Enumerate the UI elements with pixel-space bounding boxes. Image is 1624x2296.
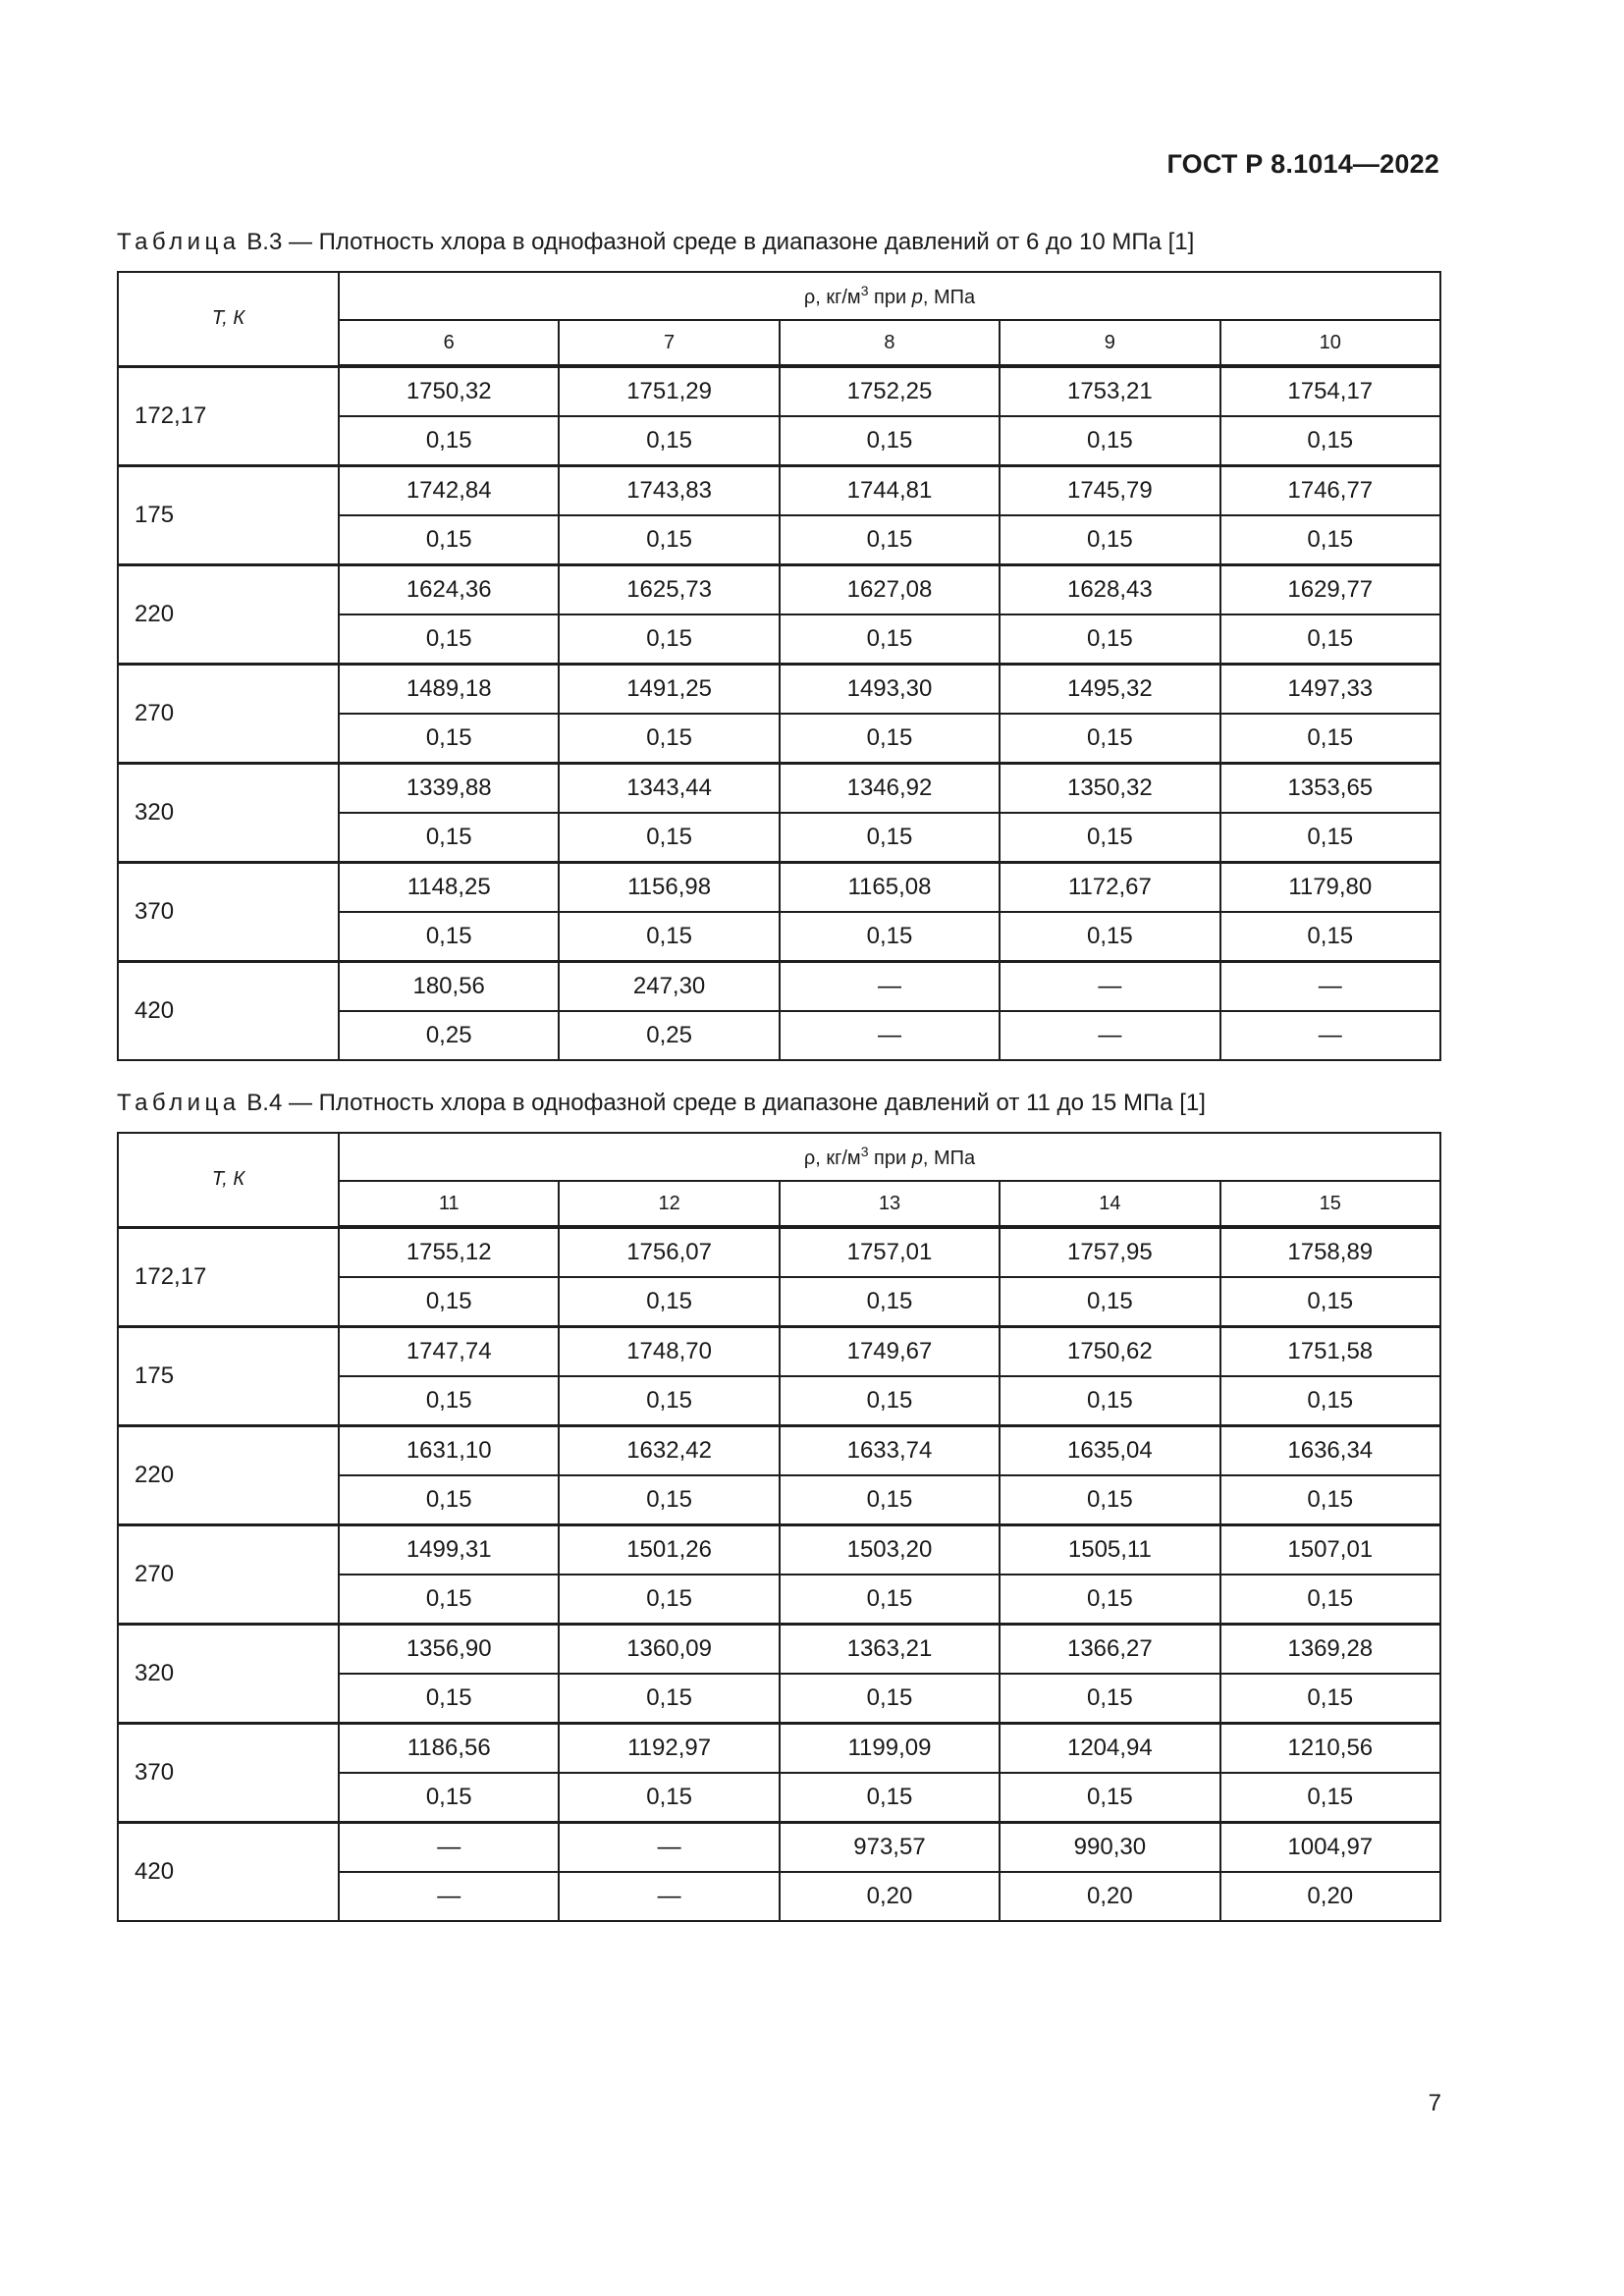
- density-cell: 1505,11: [1000, 1525, 1219, 1575]
- density-cell: 1493,30: [780, 665, 1000, 715]
- density-cell: 1758,89: [1220, 1227, 1440, 1277]
- uncertainty-cell: 0,15: [559, 1475, 779, 1525]
- density-cell: 1631,10: [339, 1426, 559, 1476]
- uncertainty-cell: 0,15: [559, 813, 779, 863]
- uncertainty-cell: 0,15: [1000, 1674, 1219, 1724]
- uncertainty-cell: 0,15: [1220, 1475, 1440, 1525]
- pressure-symbol: p: [911, 1148, 923, 1169]
- table-caption: [117, 229, 1194, 256]
- uncertainty-cell: 0,15: [1000, 614, 1219, 665]
- density-cell: 1636,34: [1220, 1426, 1440, 1476]
- uncertainty-cell: 0,15: [559, 714, 779, 764]
- density-cell: 1366,27: [1000, 1625, 1219, 1675]
- uncertainty-cell: 0,15: [1000, 1575, 1219, 1625]
- density-cell: 1752,25: [780, 366, 1000, 416]
- uncertainty-cell: 0,15: [559, 416, 779, 466]
- density-cell: 1353,65: [1220, 764, 1440, 814]
- pressure-header: 11: [339, 1181, 559, 1227]
- temperature-header: [118, 1133, 339, 1227]
- uncertainty-cell: —: [1000, 1011, 1219, 1060]
- uncertainty-cell: 0,15: [1220, 1674, 1440, 1724]
- uncertainty-cell: 0,15: [780, 714, 1000, 764]
- uncertainty-cell: 0,15: [339, 1575, 559, 1625]
- uncertainty-cell: 0,15: [1000, 912, 1219, 962]
- density-cell: 1756,07: [559, 1227, 779, 1277]
- uncertainty-cell: 0,15: [559, 912, 779, 962]
- table-row: [118, 466, 1440, 516]
- temperature-cell: 370: [118, 863, 339, 962]
- uncertainty-cell: 0,20: [1220, 1872, 1440, 1921]
- pressure-header: 10: [1220, 320, 1440, 366]
- uncertainty-cell: —: [1220, 1011, 1440, 1060]
- table-row: [118, 1327, 1440, 1377]
- uncertainty-cell: 0,15: [1220, 1277, 1440, 1327]
- pressure-header: 9: [1000, 320, 1219, 366]
- pressure-symbol: p: [911, 287, 923, 308]
- uncertainty-cell: 0,15: [559, 1674, 779, 1724]
- temperature-cell: 370: [118, 1724, 339, 1823]
- density-cell: 1749,67: [780, 1327, 1000, 1377]
- temperature-cell: 175: [118, 466, 339, 565]
- uncertainty-cell: 0,15: [339, 1475, 559, 1525]
- uncertainty-cell: 0,15: [780, 1773, 1000, 1823]
- density-cell: 1748,70: [559, 1327, 779, 1377]
- document-code: ГОСТ Р 8.1014—2022: [1166, 149, 1439, 179]
- table-caption-text: В.4 — Плотность хлора в однофазной среде в диапазоне давлений от 11 до 15 МПа [1]: [240, 1090, 1206, 1116]
- uncertainty-cell: 0,15: [559, 1575, 779, 1625]
- uncertainty-cell: 0,15: [780, 813, 1000, 863]
- density-cell: 247,30: [559, 962, 779, 1012]
- density-cell: 1757,95: [1000, 1227, 1219, 1277]
- density-cell: 1192,97: [559, 1724, 779, 1774]
- table-row: [118, 1525, 1440, 1575]
- temperature-cell: 172,17: [118, 1227, 339, 1327]
- density-cell: 1635,04: [1000, 1426, 1219, 1476]
- table-row: [118, 1227, 1440, 1277]
- pressure-header: 6: [339, 320, 559, 366]
- density-cell: 1744,81: [780, 466, 1000, 516]
- temperature-cell: 420: [118, 962, 339, 1061]
- pressure-header: 8: [780, 320, 1000, 366]
- density-cell: 1356,90: [339, 1625, 559, 1675]
- uncertainty-cell: 0,15: [339, 416, 559, 466]
- density-cell: 1629,77: [1220, 565, 1440, 615]
- table-label: Таблица: [117, 1090, 241, 1116]
- temperature-cell: 172,17: [118, 366, 339, 466]
- uncertainty-cell: 0,25: [339, 1011, 559, 1060]
- uncertainty-cell: 0,15: [780, 515, 1000, 565]
- uncertainty-cell: —: [559, 1872, 779, 1921]
- uncertainty-cell: 0,15: [339, 515, 559, 565]
- uncertainty-cell: 0,15: [1000, 515, 1219, 565]
- density-cell: 1497,33: [1220, 665, 1440, 715]
- table-row: [118, 366, 1440, 416]
- density-cell: 1633,74: [780, 1426, 1000, 1476]
- uncertainty-cell: 0,15: [339, 1376, 559, 1426]
- uncertainty-cell: 0,15: [1220, 1773, 1440, 1823]
- density-group-header: ρ, $кг/м^3$ при p, МПа: [339, 272, 1440, 320]
- uncertainty-cell: 0,25: [559, 1011, 779, 1060]
- table-row: [118, 1426, 1440, 1476]
- uncertainty-cell: 0,15: [780, 1376, 1000, 1426]
- pressure-header: 15: [1220, 1181, 1440, 1227]
- density-cell: 1625,73: [559, 565, 779, 615]
- uncertainty-cell: 0,15: [1220, 714, 1440, 764]
- density-cell: 1499,31: [339, 1525, 559, 1575]
- table-row: [118, 665, 1440, 715]
- density-cell: 180,56: [339, 962, 559, 1012]
- density-cell: 1503,20: [780, 1525, 1000, 1575]
- table-row: [118, 1625, 1440, 1675]
- density-cell: 1750,62: [1000, 1327, 1219, 1377]
- density-cell: 1507,01: [1220, 1525, 1440, 1575]
- density-cell: —: [780, 962, 1000, 1012]
- density-cell: 1165,08: [780, 863, 1000, 913]
- density-cell: 1495,32: [1000, 665, 1219, 715]
- density-cell: 1742,84: [339, 466, 559, 516]
- density-cell: 1757,01: [780, 1227, 1000, 1277]
- uncertainty-cell: 0,15: [780, 416, 1000, 466]
- density-cell: 1179,80: [1220, 863, 1440, 913]
- table-row: [118, 565, 1440, 615]
- density-cell: 1369,28: [1220, 1625, 1440, 1675]
- density-cell: —: [559, 1823, 779, 1873]
- density-cell: 1755,12: [339, 1227, 559, 1277]
- density-table-b3: [117, 271, 1441, 1061]
- table-row: [118, 1823, 1440, 1873]
- density-cell: —: [339, 1823, 559, 1873]
- table-caption: [117, 1090, 1206, 1117]
- density-cell: 1199,09: [780, 1724, 1000, 1774]
- uncertainty-cell: 0,15: [559, 1376, 779, 1426]
- uncertainty-cell: 0,15: [780, 1575, 1000, 1625]
- table-row: [118, 962, 1440, 1012]
- density-cell: 1754,17: [1220, 366, 1440, 416]
- density-cell: 1360,09: [559, 1625, 779, 1675]
- table-row: [118, 1724, 1440, 1774]
- density-cell: 1753,21: [1000, 366, 1219, 416]
- uncertainty-cell: 0,15: [559, 614, 779, 665]
- uncertainty-cell: 0,15: [1000, 1773, 1219, 1823]
- density-cell: 1148,25: [339, 863, 559, 913]
- pressure-header: 12: [559, 1181, 779, 1227]
- uncertainty-cell: 0,15: [1220, 416, 1440, 466]
- density-cell: 1186,56: [339, 1724, 559, 1774]
- density-cell: 1751,29: [559, 366, 779, 416]
- uncertainty-cell: 0,20: [1000, 1872, 1219, 1921]
- density-cell: 1491,25: [559, 665, 779, 715]
- uncertainty-cell: 0,15: [1220, 1575, 1440, 1625]
- temperature-cell: 220: [118, 565, 339, 665]
- uncertainty-cell: 0,15: [780, 1277, 1000, 1327]
- density-cell: 1746,77: [1220, 466, 1440, 516]
- page-number: 7: [1428, 2090, 1441, 2116]
- uncertainty-cell: 0,15: [339, 813, 559, 863]
- uncertainty-cell: 0,15: [1220, 1376, 1440, 1426]
- density-cell: 1346,92: [780, 764, 1000, 814]
- uncertainty-cell: 0,15: [339, 1277, 559, 1327]
- temperature-header-text: T, К: [211, 307, 245, 330]
- uncertainty-cell: 0,15: [339, 1773, 559, 1823]
- temperature-cell: 420: [118, 1823, 339, 1922]
- density-cell: 1750,32: [339, 366, 559, 416]
- uncertainty-cell: 0,15: [339, 614, 559, 665]
- temperature-cell: 320: [118, 1625, 339, 1724]
- density-table-b4: [117, 1132, 1441, 1922]
- uncertainty-cell: 0,15: [1220, 813, 1440, 863]
- density-cell: 1172,67: [1000, 863, 1219, 913]
- temperature-cell: 270: [118, 1525, 339, 1625]
- density-cell: 1363,21: [780, 1625, 1000, 1675]
- pressure-header: 14: [1000, 1181, 1219, 1227]
- density-cell: 1343,44: [559, 764, 779, 814]
- density-cell: 1156,98: [559, 863, 779, 913]
- density-cell: 1501,26: [559, 1525, 779, 1575]
- uncertainty-cell: —: [339, 1872, 559, 1921]
- table-row: [118, 764, 1440, 814]
- density-cell: —: [1220, 962, 1440, 1012]
- density-cell: 990,30: [1000, 1823, 1219, 1873]
- density-cell: 1350,32: [1000, 764, 1219, 814]
- temperature-header-text: T, К: [211, 1168, 245, 1191]
- uncertainty-cell: 0,15: [1000, 1376, 1219, 1426]
- uncertainty-cell: 0,15: [780, 1475, 1000, 1525]
- density-cell: 1339,88: [339, 764, 559, 814]
- density-cell: 1751,58: [1220, 1327, 1440, 1377]
- density-cell: 1624,36: [339, 565, 559, 615]
- temperature-cell: 320: [118, 764, 339, 863]
- uncertainty-cell: 0,15: [780, 912, 1000, 962]
- uncertainty-cell: 0,15: [559, 515, 779, 565]
- uncertainty-cell: 0,15: [780, 614, 1000, 665]
- density-group-header: ρ, $кг/м^3$ при p, МПа: [339, 1133, 1440, 1181]
- uncertainty-cell: 0,15: [339, 714, 559, 764]
- density-cell: 1628,43: [1000, 565, 1219, 615]
- density-cell: 1743,83: [559, 466, 779, 516]
- density-cell: 1210,56: [1220, 1724, 1440, 1774]
- uncertainty-cell: 0,15: [1220, 614, 1440, 665]
- uncertainty-cell: 0,15: [1000, 714, 1219, 764]
- uncertainty-cell: 0,15: [1000, 416, 1219, 466]
- uncertainty-cell: 0,15: [339, 912, 559, 962]
- table-caption-text: В.3 — Плотность хлора в однофазной среде в диапазоне давлений от 6 до 10 МПа [1]: [240, 229, 1195, 255]
- density-cell: 1204,94: [1000, 1724, 1219, 1774]
- table-row: [118, 863, 1440, 913]
- uncertainty-cell: 0,15: [1000, 813, 1219, 863]
- uncertainty-cell: 0,15: [339, 1674, 559, 1724]
- temperature-header: [118, 272, 339, 366]
- uncertainty-cell: 0,15: [1000, 1475, 1219, 1525]
- superscript: 3: [860, 283, 869, 298]
- density-cell: 1632,42: [559, 1426, 779, 1476]
- density-cell: 1004,97: [1220, 1823, 1440, 1873]
- uncertainty-cell: 0,15: [780, 1674, 1000, 1724]
- uncertainty-cell: 0,15: [1220, 515, 1440, 565]
- uncertainty-cell: 0,15: [559, 1277, 779, 1327]
- density-cell: 1745,79: [1000, 466, 1219, 516]
- density-cell: 973,57: [780, 1823, 1000, 1873]
- density-cell: 1627,08: [780, 565, 1000, 615]
- uncertainty-cell: 0,15: [1000, 1277, 1219, 1327]
- temperature-cell: 270: [118, 665, 339, 764]
- pressure-header: 7: [559, 320, 779, 366]
- pressure-header: 13: [780, 1181, 1000, 1227]
- uncertainty-cell: 0,15: [1220, 912, 1440, 962]
- uncertainty-cell: 0,20: [780, 1872, 1000, 1921]
- superscript: 3: [860, 1144, 869, 1159]
- temperature-cell: 220: [118, 1426, 339, 1525]
- density-cell: —: [1000, 962, 1219, 1012]
- uncertainty-cell: 0,15: [559, 1773, 779, 1823]
- density-cell: 1747,74: [339, 1327, 559, 1377]
- density-cell: 1489,18: [339, 665, 559, 715]
- table-label: Таблица: [117, 229, 241, 255]
- uncertainty-cell: —: [780, 1011, 1000, 1060]
- temperature-cell: 175: [118, 1327, 339, 1426]
